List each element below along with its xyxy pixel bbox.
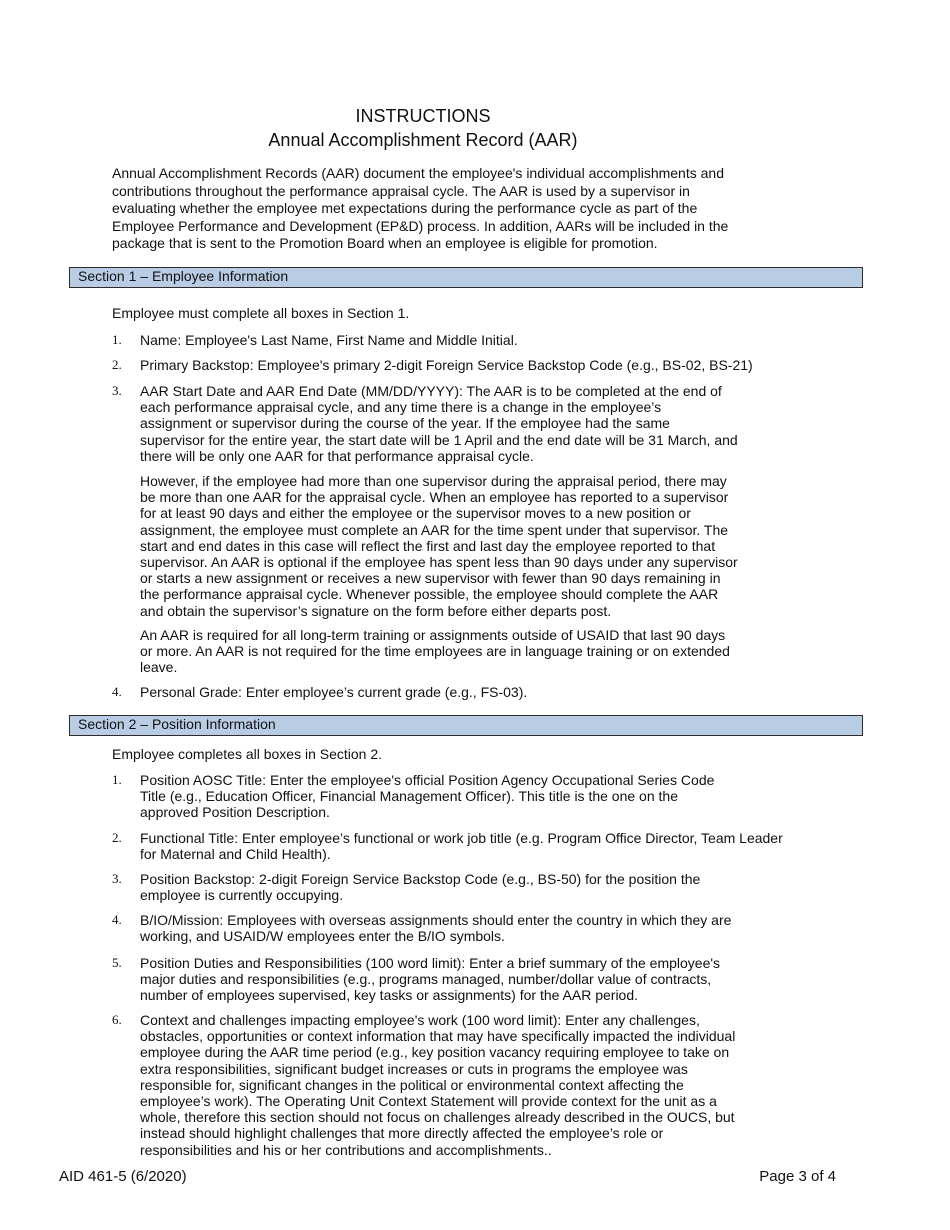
intro-line: Employee Performance and Development (EP&D) process. In addition, AARs will be included in the: [112, 217, 729, 234]
item-line: or more. An AAR is not required for the time employees are in language training or on extended: [140, 643, 730, 660]
item-text: [140, 473, 738, 619]
item-text: [140, 912, 731, 944]
item-text: [140, 830, 783, 862]
item-line: or starts a new assignment or receives a new supervisor with fewer than 90 days remaining in: [140, 570, 721, 587]
item-text: [140, 1012, 735, 1158]
item-text: [140, 627, 730, 676]
item-text: [140, 383, 738, 464]
item-line: assignment or supervisor during the course of the year. If the employee had the same: [140, 415, 670, 432]
item-line: Title (e.g., Education Officer, Financial Management Officer). This title is the one on the: [140, 788, 678, 805]
section-1-header: Section 1 – Employee Information: [69, 267, 863, 288]
item-line: employee is currently occupying.: [140, 887, 344, 904]
item-line: Personal Grade: Enter employee’s current grade (e.g., FS-03).: [140, 684, 528, 700]
item-number: 5.: [112, 955, 122, 970]
item-line: Position Duties and Responsibilities (100 word limit): Enter a brief summary of the employee's: [140, 955, 721, 971]
item-text: [140, 772, 714, 821]
item-number: 6.: [112, 1012, 122, 1027]
item-line: obstacles, opportunities or context information that may have specifically impacted the individual: [140, 1028, 736, 1045]
item-line: major duties and responsibilities (e.g., programs managed, number/dollar value of contracts,: [140, 971, 712, 988]
item-line: Position Backstop: 2-digit Foreign Service Backstop Code (e.g., BS-50) for the position the: [140, 871, 701, 887]
item-number: 2.: [112, 830, 122, 845]
item-line: B/IO/Mission: Employees with overseas assignments should enter the country in which they are: [140, 912, 732, 928]
item-text: [140, 357, 753, 373]
item-line: instead should highlight challenges that more directly affected the employee’s role or: [140, 1125, 664, 1142]
item-number: 2.: [112, 357, 122, 372]
item-line: for at least 90 days and either the employee or the supervisor moves to a new position or: [140, 505, 691, 522]
item-line: each performance appraisal cycle, and any time there is a change in the employee’s: [140, 399, 662, 416]
page-subtitle: Annual Accomplishment Record (AAR): [268, 130, 578, 150]
item-line: Functional Title: Enter employee’s functional or work job title (e.g. Program Office Director, Team Leader: [140, 830, 783, 846]
page-number: Page 3 of 4: [759, 1168, 836, 1185]
item-line: employee during the AAR time period (e.g., key position vacancy requiring employee to take on: [140, 1044, 730, 1061]
item-line: number of employees supervised, key tasks or assignments) for the AAR period.: [140, 987, 639, 1004]
intro-line: evaluating whether the employee met expectations during the performance cycle as part of the: [112, 200, 698, 217]
item-line: Context and challenges impacting employee's work (100 word limit): Enter any challenges,: [140, 1012, 700, 1028]
item-text: [140, 684, 527, 700]
item-number: 1.: [112, 772, 122, 787]
item-line: However, if the employee had more than one supervisor during the appraisal period, there may: [140, 473, 727, 489]
item-number: 3.: [112, 871, 122, 886]
item-number: 3.: [112, 383, 122, 398]
item-line: start and end dates in this case will reflect the first and last day the employee reported to that: [140, 537, 716, 554]
item-line: whole, therefore this section should not focus on challenges already described in the OUCS, but: [140, 1109, 735, 1126]
item-line: responsibilities and his or her contributions and accomplishments..: [140, 1141, 552, 1158]
intro-line: contributions throughout the performance appraisal cycle. The AAR is used by a supervisor in: [112, 182, 690, 199]
item-number: 1.: [112, 332, 122, 347]
item-line: An AAR is required for all long-term training or assignments outside of USAID that last 90 days: [140, 627, 726, 643]
item-number: 4.: [112, 684, 122, 699]
section-1-lead: Employee must complete all boxes in Section 1.: [112, 305, 410, 321]
item-line: supervisor. An AAR is optional if the employee has spent less than 90 days under any supervisor: [140, 554, 738, 571]
item-line: leave.: [140, 659, 178, 676]
intro-paragraph: [112, 165, 752, 253]
item-line: for Maternal and Child Health).: [140, 846, 331, 863]
item-line: there will be only one AAR for that performance appraisal cycle.: [140, 447, 534, 464]
item-text: [140, 332, 518, 348]
item-line: responsible for, significant changes in the political or environmental context affecting the: [140, 1076, 684, 1093]
item-line: Position AOSC Title: Enter the employee's official Position Agency Occupational Series Code: [140, 772, 715, 788]
item-text: [140, 871, 700, 903]
item-number: 4.: [112, 912, 122, 927]
intro-line: Annual Accomplishment Records (AAR) document the employee's individual accomplishments and: [112, 165, 724, 181]
page-title: INSTRUCTIONS: [355, 106, 491, 126]
item-line: Name: Employee's Last Name, First Name and Middle Initial.: [140, 332, 518, 348]
item-line: assignment, the employee must complete an AAR for the time spent under that supervisor. The: [140, 521, 729, 538]
item-line: approved Position Description.: [140, 804, 330, 821]
section-2-header: Section 2 – Position Information: [69, 715, 863, 736]
item-line: employee’s work). The Operating Unit Context Statement will provide context for the unit as a: [140, 1093, 717, 1110]
item-line: supervisor for the entire year, the start date will be 1 April and the end date will be 31 March, and: [140, 431, 738, 448]
item-line: be more than one AAR for the appraisal cycle. When an employee has reported to a supervisor: [140, 489, 729, 506]
intro-line: package that is sent to the Promotion Board when an employee is eligible for promotion.: [112, 235, 658, 252]
item-line: working, and USAID/W employees enter the B/IO symbols.: [140, 928, 505, 945]
item-line: the performance appraisal cycle. Whenever possible, the employee should complete the AAR: [140, 586, 719, 603]
item-text: [140, 955, 720, 1004]
item-line: Primary Backstop: Employee's primary 2-digit Foreign Service Backstop Code (e.g., BS-02, BS-21): [140, 357, 753, 373]
form-id: AID 461-5 (6/2020): [59, 1168, 187, 1185]
item-line: and obtain the supervisor’s signature on the form before either departs post.: [140, 602, 612, 619]
item-line: extra responsibilities, significant budget increases or cuts in programs the employee was: [140, 1060, 688, 1077]
item-line: AAR Start Date and AAR End Date (MM/DD/YYYY): The AAR is to be completed at the end of: [140, 383, 722, 399]
section-2-lead: Employee completes all boxes in Section 2.: [112, 746, 383, 762]
